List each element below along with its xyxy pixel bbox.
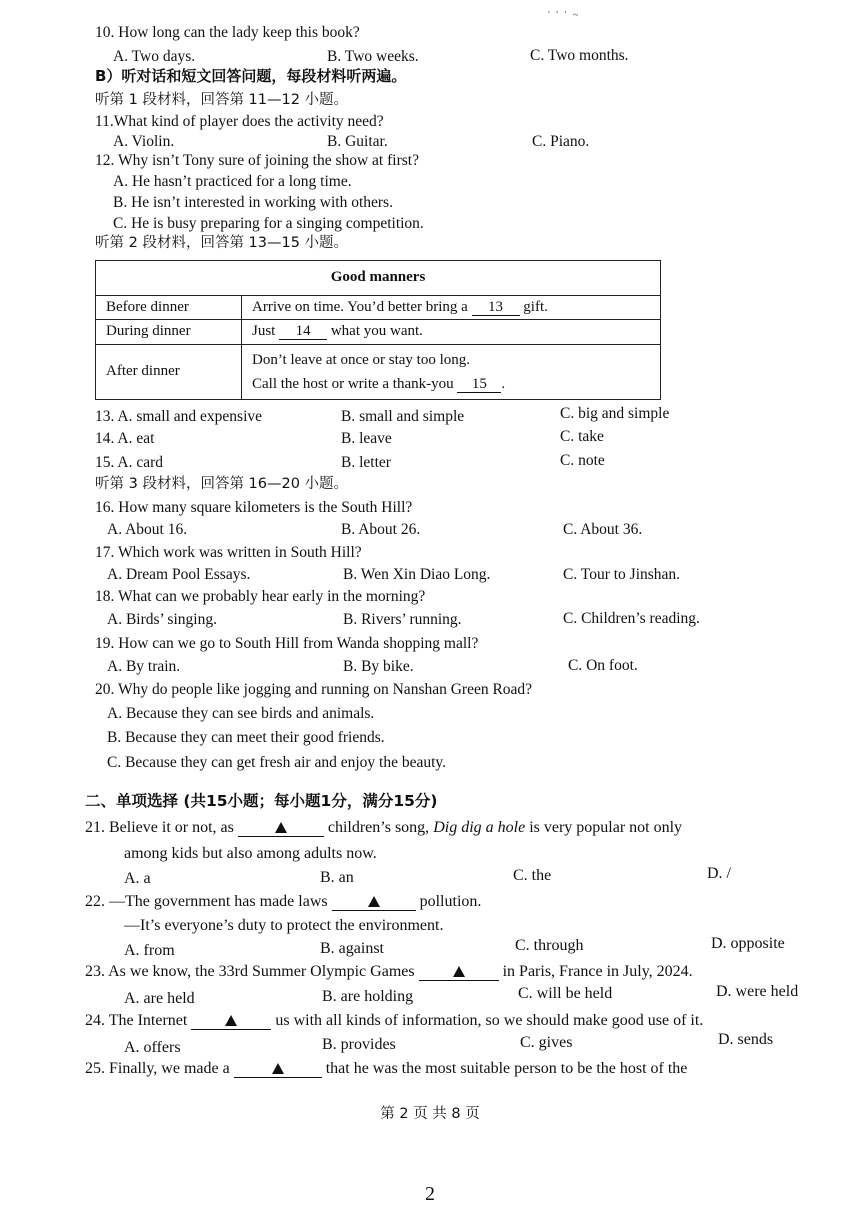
q10-option-b: B. Two weeks. bbox=[327, 48, 419, 65]
table-label-after: After dinner bbox=[96, 344, 242, 399]
q19-option-a: A. By train. bbox=[107, 658, 181, 675]
q22-stem bbox=[85, 893, 481, 911]
q21-option-c: C. the bbox=[513, 867, 552, 884]
passage3-heading: 听第 3 段材料，回答第 16—20 小题。 bbox=[95, 476, 349, 492]
blank-13: 13 bbox=[472, 300, 520, 316]
q23-text: 23. As we know, the 33rd Summer Olympic Games bbox=[85, 963, 415, 980]
q20-option-c: C. Because they can get fresh air and enjoy the beauty. bbox=[107, 754, 447, 771]
q24-text: us with all kinds of information, so we should make good use of it. bbox=[275, 1012, 704, 1029]
q24-stem bbox=[85, 1012, 703, 1030]
q20-stem: 20. Why do people like jogging and running on Nanshan Green Road? bbox=[95, 681, 533, 698]
q11-option-a: A. Violin. bbox=[113, 133, 175, 150]
q23-blank bbox=[419, 964, 499, 981]
page-number: 2 bbox=[425, 1183, 435, 1205]
q25-blank bbox=[234, 1061, 322, 1078]
q22-option-c: C. through bbox=[515, 937, 584, 954]
q11-option-c: C. Piano. bbox=[532, 133, 590, 150]
q21-continuation: among kids but also among adults now. bbox=[124, 845, 377, 862]
q14-option-c: C. take bbox=[560, 428, 604, 445]
q14-option-a: 14. A. eat bbox=[95, 430, 155, 447]
table-cell-after bbox=[242, 344, 661, 399]
q16-stem: 16. How many square kilometers is the South Hill? bbox=[95, 499, 413, 516]
q21-text: children’s song, bbox=[327, 819, 430, 836]
q22-blank bbox=[332, 894, 416, 911]
q22-continuation: —It’s everyone’s duty to protect the environment. bbox=[124, 917, 444, 934]
q10-stem: 10. How long can the lady keep this book? bbox=[95, 24, 360, 41]
q25-text: 25. Finally, we made a bbox=[85, 1060, 230, 1077]
q12-option-c: C. He is busy preparing for a singing competition. bbox=[113, 215, 424, 232]
triangle-icon bbox=[225, 1015, 237, 1026]
q17-stem: 17. Which work was written in South Hill? bbox=[95, 544, 362, 561]
q18-stem: 18. What can we probably hear early in the morning? bbox=[95, 588, 426, 605]
q12-stem: 12. Why isn’t Tony sure of joining the show at first? bbox=[95, 152, 419, 169]
q21-option-a: A. a bbox=[124, 870, 151, 887]
q23-option-b: B. are holding bbox=[322, 988, 414, 1005]
table-text: Just bbox=[252, 323, 276, 340]
q24-option-c: C. gives bbox=[520, 1034, 573, 1051]
triangle-icon bbox=[453, 966, 465, 977]
q15-option-a: 15. A. card bbox=[95, 454, 164, 471]
q25-text: that he was the most suitable person to be the host of the bbox=[325, 1060, 688, 1077]
q10-option-a: A. Two days. bbox=[113, 48, 196, 65]
q24-option-d: D. sends bbox=[718, 1031, 774, 1048]
q22-option-b: B. against bbox=[320, 940, 384, 957]
q22-option-d: D. opposite bbox=[711, 935, 785, 952]
table-label-during: During dinner bbox=[96, 320, 242, 344]
q25-stem bbox=[85, 1060, 860, 1078]
q11-stem: 11.What kind of player does the activity need? bbox=[95, 113, 384, 130]
table-cell-before bbox=[242, 296, 661, 320]
page-footer: 第 2 页 共 8 页 bbox=[380, 1106, 480, 1122]
q21-option-d: D. / bbox=[707, 865, 731, 882]
q12-option-b: B. He isn’t interested in working with others. bbox=[113, 194, 393, 211]
q17-option-b: B. Wen Xin Diao Long. bbox=[343, 566, 491, 583]
q19-option-c: C. On foot. bbox=[568, 657, 638, 674]
table-text: what you want. bbox=[330, 323, 423, 340]
q22-text: pollution. bbox=[419, 893, 482, 910]
q24-option-b: B. provides bbox=[322, 1036, 396, 1053]
table-line bbox=[252, 372, 650, 396]
q21-stem bbox=[85, 819, 682, 837]
q18-option-c: C. Children’s reading. bbox=[563, 610, 700, 627]
q22-text: 22. —The government has made laws bbox=[85, 893, 328, 910]
q21-blank bbox=[238, 820, 324, 837]
q18-option-b: B. Rivers’ running. bbox=[343, 611, 462, 628]
q15-option-b: B. letter bbox=[341, 454, 391, 471]
blank-14: 14 bbox=[279, 324, 327, 340]
table-text: gift. bbox=[523, 299, 548, 315]
triangle-icon bbox=[368, 896, 380, 907]
table-label-before: Before dinner bbox=[96, 296, 242, 320]
table-text: Don’t leave at once or stay too long. bbox=[252, 351, 470, 368]
part2-heading: 二、单项选择 (共15小题；每小题1分，满分15分) bbox=[85, 792, 438, 810]
q17-option-a: A. Dream Pool Essays. bbox=[107, 566, 251, 583]
q23-option-d: D. were held bbox=[716, 983, 799, 1000]
q23-option-c: C. will be held bbox=[518, 985, 613, 1002]
song-title: Dig dig a hole bbox=[433, 819, 526, 836]
q15-option-c: C. note bbox=[560, 452, 605, 469]
q24-blank bbox=[191, 1013, 271, 1030]
q22-option-a: A. from bbox=[124, 942, 175, 959]
q21-option-b: B. an bbox=[320, 869, 354, 886]
table-title: Good manners bbox=[96, 261, 661, 296]
scan-smudge: ' ' ' ~ bbox=[548, 10, 581, 21]
q17-option-c: C. Tour to Jinshan. bbox=[563, 566, 681, 583]
q14-option-b: B. leave bbox=[341, 430, 392, 447]
q24-option-a: A. offers bbox=[124, 1039, 181, 1056]
triangle-icon bbox=[275, 822, 287, 833]
table-text: Arrive on time. You’d better bring a bbox=[252, 299, 468, 315]
q20-option-a: A. Because they can see birds and animals. bbox=[107, 705, 375, 722]
q19-option-b: B. By bike. bbox=[343, 658, 414, 675]
q13-option-b: B. small and simple bbox=[341, 408, 465, 425]
q16-option-a: A. About 16. bbox=[107, 521, 188, 538]
q21-text: is very popular not only bbox=[529, 819, 683, 836]
q21-text: 21. Believe it or not, as bbox=[85, 819, 234, 836]
q11-option-b: B. Guitar. bbox=[327, 133, 388, 150]
q23-stem bbox=[85, 963, 693, 981]
table-text: Call the host or write a thank-you bbox=[252, 375, 454, 392]
q24-text: 24. The Internet bbox=[85, 1012, 188, 1029]
q10-option-c: C. Two months. bbox=[530, 47, 629, 64]
q23-option-a: A. are held bbox=[124, 990, 195, 1007]
table-cell-during bbox=[242, 320, 661, 344]
q18-option-a: A. Birds’ singing. bbox=[107, 611, 217, 628]
q16-option-b: B. About 26. bbox=[341, 521, 421, 538]
blank-15: 15 bbox=[457, 377, 501, 393]
triangle-icon bbox=[272, 1063, 284, 1074]
good-manners-table bbox=[95, 260, 661, 400]
q23-text: in Paris, France in July, 2024. bbox=[502, 963, 693, 980]
q19-stem: 19. How can we go to South Hill from Wanda shopping mall? bbox=[95, 635, 479, 652]
table-text: . bbox=[501, 375, 506, 392]
q12-option-a: A. He hasn’t practiced for a long time. bbox=[113, 173, 352, 190]
q13-option-a: 13. A. small and expensive bbox=[95, 408, 263, 425]
q16-option-c: C. About 36. bbox=[563, 521, 643, 538]
q20-option-b: B. Because they can meet their good friends. bbox=[107, 729, 385, 746]
passage1-heading: 听第 1 段材料，回答第 11—12 小题。 bbox=[95, 92, 349, 108]
q13-option-c: C. big and simple bbox=[560, 405, 670, 422]
passage2-heading: 听第 2 段材料，回答第 13—15 小题。 bbox=[95, 235, 349, 251]
section-b-heading: B）听对话和短文回答问题，每段材料听两遍。 bbox=[95, 67, 407, 85]
